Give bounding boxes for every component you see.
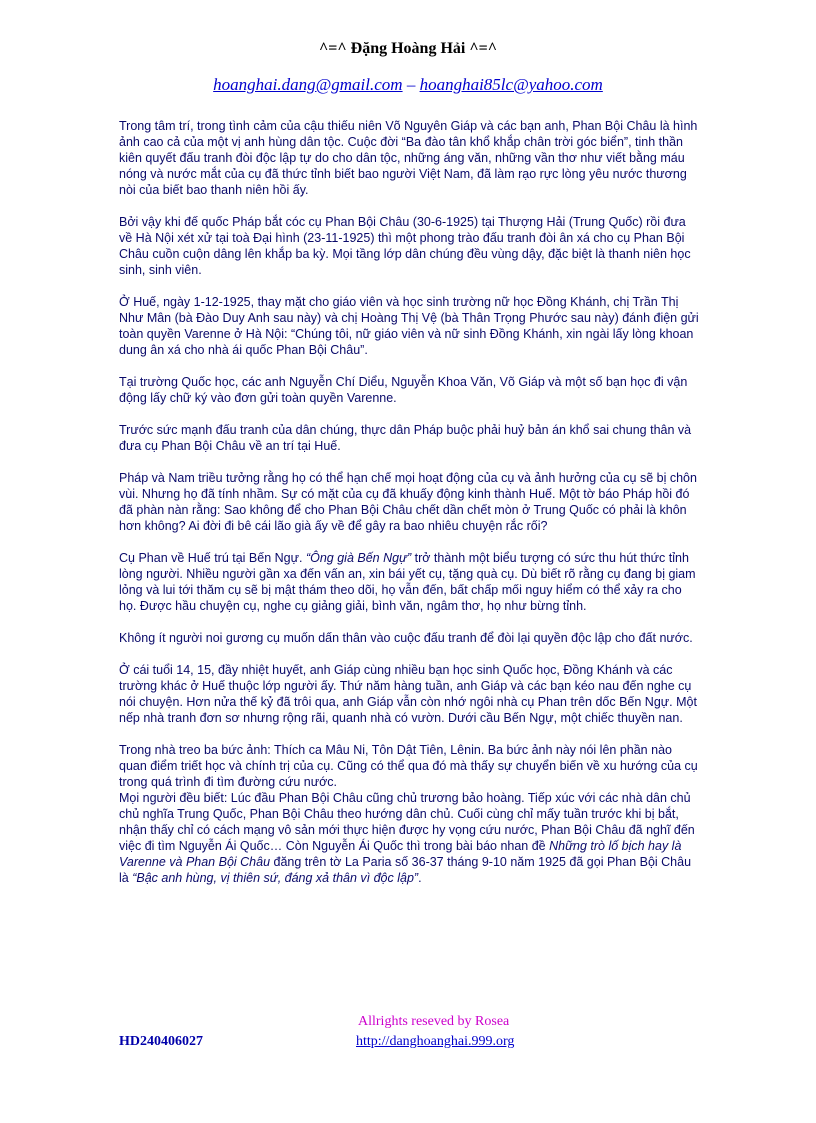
footer-rights: Allrights reseved by Rosea — [358, 1014, 510, 1029]
paragraph-11-article-title: Những trò lố bịch hay là Varenne và Phan Bội Châu — [119, 839, 682, 869]
paragraph-2: Bởi vậy khi đế quốc Pháp bắt cóc cụ Phan Bội Châu (30-6-1925) tại Thượng Hải (Trung Quốc) rồi đưa về Hà Nội xét xử tại toà Đại hình (23-11-1925) thì một phong trào đấu tranh đòi ân xá cho cụ Phan Bội Châu cuồn cuộn dâng lên khắp ba kỳ. Mọi tầng lớp dân chúng đều vùng dậy, đặc biệt là thanh niên học sinh, sinh viên. — [119, 215, 691, 277]
paragraph-10: Trong nhà treo ba bức ảnh: Thích ca Mâu Ni, Tôn Dật Tiên, Lênin. Ba bức ảnh này nói lên phần nào quan điểm triết học và chính trị của cụ. Cũng có thể qua đó mà thấy sự chuyển biến về xu hướng của cụ trong quá trình đi tìm đường cứu nước. — [119, 743, 698, 789]
email-link-gmail[interactable]: hoanghai.dang@gmail.com — [213, 75, 403, 94]
paragraph-7 — [119, 550, 699, 614]
email-link-yahoo[interactable]: hoanghai85lc@yahoo.com — [419, 75, 603, 94]
paragraph-3: Ở Huế, ngày 1-12-1925, thay mặt cho giáo viên và học sinh trường nữ học Đồng Khánh, chị Trần Thị Như Mân (bà Đào Duy Anh sau này) và chị Hoàng Thị Vệ (bà Thân Trọng Phước sau này) đánh điện gửi toàn quyền Varenne ở Hà Nội: “Chúng tôi, nữ giáo viên và nữ sinh Đồng Khánh, xin ngài lấy lòng khoan dung ân xá cho nhà ái quốc Phan Bội Châu”. — [119, 295, 699, 357]
paragraph-11-text-c: . — [418, 871, 422, 885]
paragraph-9: Ở cái tuổi 14, 15, đầy nhiệt huyết, anh Giáp cùng nhiều bạn học sinh Quốc học, Đồng Khánh và các trường khác ở Huế thuộc lớp người ấy. Thứ năm hàng tuần, anh Giáp và các bạn kéo nau đến nghe cụ nói chuyện. Hơn nửa thế kỷ đã trôi qua, anh Giáp vẫn còn nhớ ngôi nhà cụ Phan trên dốc Bến Ngự. Một nếp nhà tranh đơn sơ nhưng rộng rãi, quanh nhà có vườn. Dưới cầu Bến Ngự, một chiếc thuyền nan. — [119, 663, 697, 725]
paragraph-5: Trước sức mạnh đấu tranh của dân chúng, thực dân Pháp buộc phải huỷ bản án khổ sai chung thân và đưa cụ Phan Bội Châu về an trí tại Huế. — [119, 423, 692, 453]
paragraph-4: Tại trường Quốc học, các anh Nguyễn Chí Diểu, Nguyễn Khoa Văn, Võ Giáp và một số bạn học đi vận động lấy chữ ký vào đơn gửi toàn quyền Varenne. — [119, 375, 688, 405]
paragraph-11-quote: “Bậc anh hùng, vị thiên sứ, đáng xả thân vì độc lập” — [132, 871, 419, 885]
paragraph-6: Pháp và Nam triều tưởng rằng họ có thể hạn chế mọi hoạt động của cụ và ảnh hưởng của cụ sẽ bị chôn vùi. Nhưng họ đã tính nhầm. Sự có mặt của cụ đã khuấy động kinh thành Huế. Một tờ báo Pháp hồi đó đã phàn nàn rằng: Sao không để cho Phan Bội Châu chết dần chết mòn ở Trung Quốc có phải là khôn hơn không? Ai đời đi bê cái lão già ấy về để gây ra bao nhiêu chuyện rắc rối? — [119, 471, 697, 533]
author-emails — [0, 75, 816, 95]
paragraph-11-text-b: đăng trên tờ La Paria số 36-37 tháng 9-10 năm 1925 đã gọi Phan Bội Châu là — [119, 855, 692, 885]
paragraph-7-text-b: trở thành một biểu tượng có sức thu hút thức tỉnh lòng người. Nhiều người gần xa đến vấn an, xin bái yết cụ, tặng quà cụ. Dù biết rõ rằng cụ đang bị giam lỏng và lui tới thăm cụ sẽ bị mật thám theo dõi, họ vẫn đến, bất chấp mối nguy hiểm có thể xảy ra cho họ. Được hầu chuyện cụ, nghe cụ giảng giải, bình văn, ngâm thơ, họ như bừng tỉnh. — [119, 551, 696, 613]
footer-website-link[interactable]: http://danghoanghai.999.org — [356, 1034, 515, 1049]
email-separator: – — [402, 75, 420, 94]
paragraph-7-text-a: Cụ Phan về Huế trú tại Bến Ngự. — [119, 551, 306, 565]
article-body — [119, 118, 699, 886]
author-title: ^=^ Đặng Hoàng Hải ^=^ — [318, 40, 498, 57]
paragraph-8: Không ít người noi gương cụ muốn dấn thân vào cuộc đấu tranh để đòi lại quyền độc lập cho đất nước. — [119, 631, 693, 645]
paragraph-11 — [119, 790, 699, 886]
document-code: HD240406027 — [119, 1034, 203, 1049]
paragraph-11-text-a: Mọi người đều biết: Lúc đầu Phan Bội Châu cũng chủ trương bảo hoàng. Tiếp xúc với các nhà dân chủ chủ nghĩa Trung Quốc, Phan Bội Châu theo hướng dân chủ. Cuối cùng chỉ mấy tuần trước khi bị bắt, nhận thấy chỉ có cách mạng vô sản mới thực hiện được hy vọng cứu nước, Phan Bội Châu đã nghĩ đến việc đi tìm Nguyễn Ái Quốc… Còn Nguyễn Ái Quốc thì trong bài báo nhan đề — [119, 791, 695, 853]
paragraph-1: Trong tâm trí, trong tình cảm của cậu thiếu niên Võ Nguyên Giáp và các bạn anh, Phan Bội Châu là hình ảnh cao cả của một vị anh hùng dân tộc. Cuộc đời “Ba đào tân khổ khắp chân trời góc biển”, tinh thần kiên quyết đấu tranh đòi độc lập tự do cho dân tộc, những áng văn, những vần thơ như viết bằng máu nóng và nước mắt của cụ đã thức tỉnh biết bao người Việt Nam, đã làm rạo rực lòng yêu nước thương nòi của biết bao thanh niên hồi ấy. — [119, 119, 698, 197]
paragraph-7-quote: “Ông già Bến Ngự” — [305, 551, 412, 565]
